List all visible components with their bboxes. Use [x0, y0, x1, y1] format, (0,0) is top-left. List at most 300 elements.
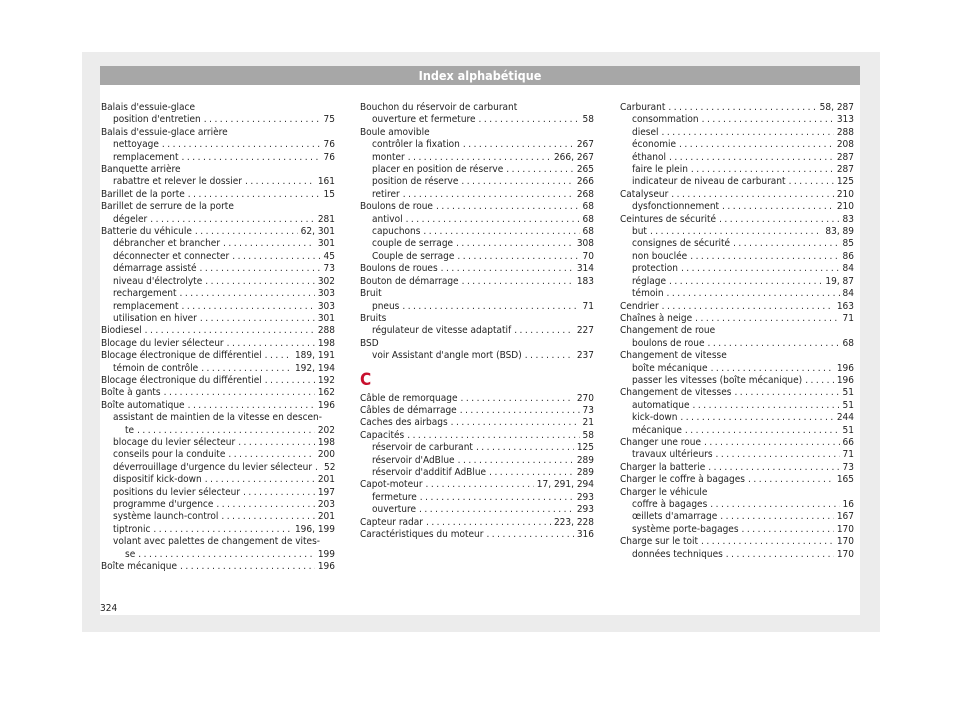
- dot-leader: [436, 201, 580, 213]
- entry-page-ref: 162: [317, 387, 335, 399]
- entry-page-ref: 71: [842, 449, 854, 461]
- index-entry: [360, 201, 594, 213]
- entry-term: couple de serrage: [372, 238, 454, 250]
- dot-leader: [661, 127, 833, 139]
- index-subentry: [620, 263, 854, 275]
- entry-page-ref: 71: [842, 312, 854, 324]
- index-subentry: [620, 288, 854, 300]
- entry-term: mécanique: [632, 424, 682, 436]
- entry-term: Boulons de roue: [360, 201, 433, 213]
- entry-page-ref: 84: [842, 288, 854, 300]
- entry-term: réglage: [632, 275, 666, 287]
- index-entry: [360, 517, 594, 529]
- index-subentry: [620, 363, 854, 375]
- index-subentry: [620, 511, 854, 523]
- index-entry: [101, 226, 335, 238]
- dot-leader: [734, 387, 839, 399]
- dot-leader: [691, 164, 834, 176]
- index-subentry: [360, 492, 594, 504]
- entry-term: rabattre et relever le dossier: [113, 176, 242, 188]
- entry-term: protection: [632, 263, 678, 275]
- entry-term: Boîte automatique: [101, 399, 185, 411]
- index-subentry: [360, 455, 594, 467]
- index-entry: [620, 189, 854, 201]
- dot-leader: [407, 430, 579, 442]
- index-subentry: [360, 301, 594, 313]
- entry-term: consignes de sécurité: [632, 238, 731, 250]
- dot-leader: [457, 251, 579, 263]
- index-entry: [360, 479, 594, 491]
- dot-leader: [402, 301, 579, 313]
- entry-term: réservoir d'AdBlue: [372, 454, 455, 466]
- dot-leader: [195, 226, 298, 238]
- entry-page-ref: 198: [317, 337, 335, 349]
- entry-page-ref: 265: [576, 164, 594, 176]
- dot-leader: [742, 524, 834, 536]
- entry-term: Capteur radar: [360, 516, 423, 528]
- entry-page-ref: 237: [576, 350, 594, 362]
- entry-term: système porte-bagages: [632, 523, 739, 535]
- entry-term: conseils pour la conduite: [113, 449, 226, 461]
- entry-term: se: [125, 548, 136, 560]
- entry-page-ref: 66: [842, 436, 854, 448]
- entry-page-ref: 197: [317, 486, 335, 498]
- index-entry: [620, 313, 854, 325]
- entry-page-ref: 76: [323, 139, 335, 151]
- dot-leader: [681, 263, 840, 275]
- entry-page-ref: 270: [576, 392, 594, 404]
- index-subentry: [360, 467, 594, 479]
- index-entry: [101, 325, 335, 337]
- index-subentry: [620, 524, 854, 536]
- entry-page-ref: 316: [576, 529, 594, 540]
- index-heading: Banquette arrière: [101, 164, 181, 176]
- entry-page-ref: 293: [576, 491, 594, 503]
- entry-page-ref: 125: [836, 176, 854, 188]
- index-subentry: [620, 412, 854, 424]
- entry-term: Chaînes à neige: [620, 312, 693, 324]
- index-letter-heading: C: [360, 369, 372, 390]
- dot-leader: [461, 176, 573, 188]
- entry-term: témoin de contrôle: [113, 362, 199, 374]
- dot-leader: [216, 499, 314, 511]
- dot-leader: [200, 263, 321, 275]
- dot-leader: [179, 288, 314, 300]
- entry-page-ref: 161: [317, 176, 335, 188]
- index-subentry: [620, 201, 854, 213]
- index-heading: Bruit: [360, 288, 382, 300]
- entry-term: Capacités: [360, 429, 405, 441]
- entry-term: Catalyseur: [620, 188, 669, 200]
- entry-page-ref: 267: [576, 139, 594, 151]
- dot-leader: [137, 425, 315, 437]
- dot-leader: [408, 152, 551, 164]
- index-subentry: [101, 263, 335, 275]
- index-subentry: [620, 425, 854, 437]
- entry-page-ref: 303: [317, 288, 335, 300]
- entry-term: Boulons de roues: [360, 263, 438, 275]
- dot-leader: [227, 338, 315, 350]
- index-subentry: [360, 176, 594, 188]
- dot-leader: [426, 517, 551, 529]
- entry-page-ref: 19, 87: [825, 275, 854, 287]
- entry-page-ref: 51: [842, 399, 854, 411]
- dot-leader: [708, 338, 840, 350]
- entry-page-ref: 266, 267: [553, 151, 594, 163]
- entry-page-ref: 125: [576, 442, 594, 454]
- entry-term: boulons de roue: [632, 337, 705, 349]
- dot-leader: [489, 467, 574, 479]
- entry-page-ref: 21: [582, 417, 594, 429]
- dot-leader: [458, 455, 574, 467]
- index-entry: [360, 393, 594, 405]
- dot-leader: [671, 189, 834, 201]
- dot-leader: [726, 549, 834, 561]
- entry-term: te: [125, 424, 135, 436]
- dot-leader: [315, 462, 321, 474]
- dot-leader: [669, 276, 822, 288]
- index-entry: [620, 536, 854, 548]
- entry-term: travaux ultérieurs: [632, 449, 713, 461]
- entry-term: Carburant: [620, 102, 666, 113]
- entry-term: faire le plein: [632, 164, 688, 176]
- entry-page-ref: 75: [323, 114, 335, 126]
- entry-page-ref: 17, 291, 294: [536, 479, 594, 491]
- entry-term: déconnecter et connecter: [113, 250, 230, 262]
- entry-page-ref: 196: [836, 374, 854, 386]
- index-subentry: [620, 338, 854, 350]
- entry-term: capuchons: [372, 226, 421, 238]
- entry-page-ref: 51: [842, 424, 854, 436]
- entry-page-ref: 289: [576, 454, 594, 466]
- entry-term: passer les vitesses (boîte mécanique): [632, 374, 803, 386]
- dot-leader: [690, 251, 839, 263]
- index-subentry: [101, 313, 335, 325]
- entry-term: consommation: [632, 114, 699, 126]
- index-subentry: [360, 164, 594, 176]
- dot-leader: [719, 214, 839, 226]
- index-subentry: [101, 487, 335, 499]
- dot-leader: [265, 350, 292, 362]
- dot-leader: [403, 189, 574, 201]
- entry-term: Charge sur le toit: [620, 536, 699, 548]
- entry-page-ref: 266: [576, 176, 594, 188]
- index-heading: BSD: [360, 337, 379, 349]
- index-subentry: [360, 152, 594, 164]
- index-subentry: [360, 350, 594, 362]
- entry-page-ref: 198: [317, 436, 335, 448]
- index-subentry: [101, 301, 335, 313]
- index-subentry: [620, 114, 854, 126]
- entry-term: coffre à bagages: [632, 499, 708, 510]
- index-heading: Changement de vitesse: [620, 350, 727, 362]
- entry-page-ref: 196: [317, 399, 335, 411]
- entry-term: ouverture: [372, 504, 417, 516]
- index-entry: [360, 263, 594, 275]
- entry-term: Caractéristiques du moteur: [360, 529, 484, 540]
- entry-term: Boîte mécanique: [101, 561, 178, 573]
- entry-term: tiptronic: [113, 523, 151, 535]
- index-subentry: [101, 214, 335, 226]
- entry-page-ref: 196, 199: [294, 523, 335, 535]
- dot-leader: [205, 276, 315, 288]
- entry-term: économie: [632, 139, 676, 151]
- entry-page-ref: 68: [582, 226, 594, 238]
- index-subentry: [360, 504, 594, 516]
- dot-leader: [479, 114, 580, 126]
- entry-page-ref: 202: [317, 424, 335, 436]
- index-entry: [620, 462, 854, 474]
- dot-leader: [180, 561, 315, 573]
- entry-page-ref: 288: [836, 126, 854, 138]
- dot-leader: [708, 462, 839, 474]
- page-number: 324: [100, 603, 118, 614]
- dot-leader: [245, 176, 315, 188]
- entry-term: Boîte à gants: [101, 387, 161, 399]
- index-subentry: [620, 139, 854, 151]
- entry-term: boîte mécanique: [632, 362, 708, 374]
- index-heading: Balais d'essuie-glace: [101, 102, 196, 113]
- entry-term: Biodiesel: [101, 325, 142, 337]
- dot-leader: [716, 449, 840, 461]
- entry-page-ref: 170: [836, 523, 854, 535]
- index-entry: [620, 437, 854, 449]
- index-subentry: [620, 375, 854, 387]
- dot-leader: [406, 214, 580, 226]
- index-subentry: [101, 549, 335, 561]
- index-heading: Balais d'essuie-glace arrière: [101, 126, 228, 138]
- dot-leader: [451, 417, 580, 429]
- entry-page-ref: 210: [836, 201, 854, 213]
- dot-leader: [460, 405, 580, 417]
- entry-page-ref: 308: [576, 238, 594, 250]
- dot-leader: [145, 325, 315, 337]
- dot-leader: [669, 152, 834, 164]
- entry-page-ref: 58: [582, 114, 594, 126]
- dot-leader: [205, 474, 315, 486]
- entry-page-ref: 84: [842, 263, 854, 275]
- dot-leader: [204, 114, 321, 126]
- dot-leader: [720, 511, 834, 523]
- dot-leader: [150, 214, 315, 226]
- index-entry: [360, 417, 594, 429]
- dot-leader: [710, 499, 839, 511]
- dot-leader: [228, 449, 314, 461]
- dot-leader: [463, 139, 574, 151]
- index-subentry: [360, 325, 594, 337]
- entry-term: ouverture et fermeture: [372, 114, 476, 126]
- entry-page-ref: 210: [836, 188, 854, 200]
- index-subentry: [620, 449, 854, 461]
- entry-term: automatique: [632, 399, 690, 411]
- entry-term: remplacement: [113, 300, 179, 312]
- index-column-2: [360, 102, 594, 541]
- index-heading: Changement de roue: [620, 325, 716, 337]
- entry-term: débrancher et brancher: [113, 238, 221, 250]
- dot-leader: [667, 288, 840, 300]
- dot-leader: [420, 492, 574, 504]
- entry-term: Câble de remorquage: [360, 392, 458, 404]
- dot-leader: [789, 176, 834, 188]
- entry-term: dispositif kick-down: [113, 474, 202, 486]
- entry-term: éthanol: [632, 151, 666, 163]
- entry-page-ref: 201: [317, 474, 335, 486]
- index-subentry: [620, 499, 854, 511]
- dot-leader: [200, 313, 315, 325]
- index-subentry: [101, 449, 335, 461]
- entry-term: dysfonctionnement: [632, 201, 720, 213]
- entry-page-ref: 70: [582, 250, 594, 262]
- dot-leader: [182, 301, 315, 313]
- entry-page-ref: 196: [317, 561, 335, 573]
- dot-leader: [232, 251, 320, 263]
- entry-term: réservoir de carburant: [372, 442, 473, 454]
- entry-term: rechargement: [113, 288, 177, 300]
- dot-leader: [423, 226, 579, 238]
- entry-term: utilisation en hiver: [113, 312, 197, 324]
- entry-page-ref: 51: [842, 387, 854, 399]
- entry-term: Bouton de démarrage: [360, 275, 459, 287]
- index-subentry: [101, 276, 335, 288]
- entry-page-ref: 83: [842, 213, 854, 225]
- entry-term: monter: [372, 151, 405, 163]
- entry-term: kick-down: [632, 412, 678, 424]
- entry-page-ref: 58, 287: [819, 102, 854, 113]
- index-subentry: [620, 226, 854, 238]
- index-subentry: [620, 164, 854, 176]
- entry-term: nettoyage: [113, 139, 159, 151]
- entry-page-ref: 314: [576, 263, 594, 275]
- entry-page-ref: 58: [582, 429, 594, 441]
- index-subentry: assistant de maintien de la vitesse en descen-: [113, 412, 323, 424]
- index-subentry: [620, 152, 854, 164]
- index-subentry: [620, 176, 854, 188]
- index-entry: [620, 474, 854, 486]
- dot-leader: [701, 536, 834, 548]
- entry-page-ref: 200: [317, 449, 335, 461]
- dot-leader: [668, 102, 816, 114]
- entry-term: voir Assistant d'angle mort (BSD): [372, 350, 522, 362]
- index-subentry: [620, 251, 854, 263]
- entry-page-ref: 281: [317, 213, 335, 225]
- entry-term: régulateur de vitesse adaptatif: [372, 325, 512, 337]
- entry-page-ref: 45: [323, 250, 335, 262]
- entry-page-ref: 73: [582, 404, 594, 416]
- entry-term: dégeler: [113, 213, 148, 225]
- dot-leader: [695, 313, 839, 325]
- index-entry: [620, 387, 854, 399]
- entry-page-ref: 15: [323, 188, 335, 200]
- index-subentry: [620, 400, 854, 412]
- entry-page-ref: 313: [836, 114, 854, 126]
- dot-leader: [733, 238, 839, 250]
- dot-leader: [476, 442, 574, 454]
- index-heading: Boule amovible: [360, 126, 430, 138]
- entry-term: blocage du levier sélecteur: [113, 436, 236, 448]
- index-entry: [101, 338, 335, 350]
- entry-term: Câbles de démarrage: [360, 404, 457, 416]
- index-subentry: [101, 363, 335, 375]
- index-subentry: [101, 462, 335, 474]
- entry-term: Blocage électronique de différentiel: [101, 350, 262, 362]
- entry-page-ref: 227: [576, 325, 594, 337]
- dot-leader: [462, 276, 574, 288]
- entry-page-ref: 223, 228: [553, 516, 594, 528]
- entry-term: Caches des airbags: [360, 417, 448, 429]
- index-subentry: [101, 238, 335, 250]
- index-subentry: [101, 176, 335, 188]
- entry-page-ref: 68: [842, 337, 854, 349]
- index-subentry: [360, 251, 594, 263]
- entry-page-ref: 301: [317, 312, 335, 324]
- dot-leader: [461, 393, 574, 405]
- index-subentry: [101, 437, 335, 449]
- index-column-3: [620, 102, 854, 561]
- index-subentry: [620, 127, 854, 139]
- entry-term: but: [632, 226, 647, 238]
- entry-term: Blocage électronique du différentiel: [101, 374, 262, 386]
- dot-leader: [679, 139, 834, 151]
- dot-leader: [153, 524, 292, 536]
- index-heading: Charger le véhicule: [620, 486, 708, 498]
- dot-leader: [722, 201, 834, 213]
- entry-page-ref: 199: [317, 548, 335, 560]
- entry-term: témoin: [632, 288, 664, 300]
- index-entry: [101, 561, 335, 573]
- index-entry: [620, 214, 854, 226]
- entry-page-ref: 301: [317, 238, 335, 250]
- entry-term: déverrouillage d'urgence du levier sélecteur: [113, 461, 313, 473]
- entry-term: non bouclée: [632, 250, 688, 262]
- index-heading: Bruits: [360, 312, 387, 324]
- entry-page-ref: 165: [836, 474, 854, 486]
- entry-term: Barillet de la porte: [101, 188, 185, 200]
- entry-term: système launch-control: [113, 511, 219, 523]
- index-subentry: [620, 238, 854, 250]
- dot-leader: [238, 437, 315, 449]
- index-subentry: [620, 276, 854, 288]
- dot-leader: [188, 400, 315, 412]
- index-subentry: [101, 152, 335, 164]
- entry-page-ref: 303: [317, 300, 335, 312]
- entry-term: programme d'urgence: [113, 499, 214, 510]
- index-subentry: [360, 442, 594, 454]
- entry-term: Batterie du véhicule: [101, 226, 192, 238]
- index-subentry: [360, 226, 594, 238]
- entry-page-ref: 73: [842, 461, 854, 473]
- entry-term: Blocage du levier sélecteur: [101, 337, 224, 349]
- entry-term: Ceintures de sécurité: [620, 213, 717, 225]
- entry-page-ref: 71: [582, 300, 594, 312]
- entry-page-ref: 289: [576, 466, 594, 478]
- entry-page-ref: 52: [324, 461, 335, 473]
- entry-page-ref: 86: [842, 250, 854, 262]
- entry-term: Changer une roue: [620, 436, 702, 448]
- dot-leader: [685, 425, 840, 437]
- index-heading: Barillet de serrure de la porte: [101, 201, 234, 213]
- entry-term: position de réserve: [372, 176, 459, 188]
- index-subentry: [360, 114, 594, 126]
- dot-leader: [243, 487, 315, 499]
- dot-leader: [221, 511, 314, 523]
- entry-page-ref: 183: [576, 275, 594, 287]
- entry-term: Charger le coffre à bagages: [620, 474, 745, 486]
- dot-leader: [506, 164, 574, 176]
- entry-page-ref: 196: [836, 362, 854, 374]
- index-subentry: [101, 499, 335, 511]
- entry-page-ref: 170: [836, 548, 854, 560]
- dot-leader: [182, 152, 321, 164]
